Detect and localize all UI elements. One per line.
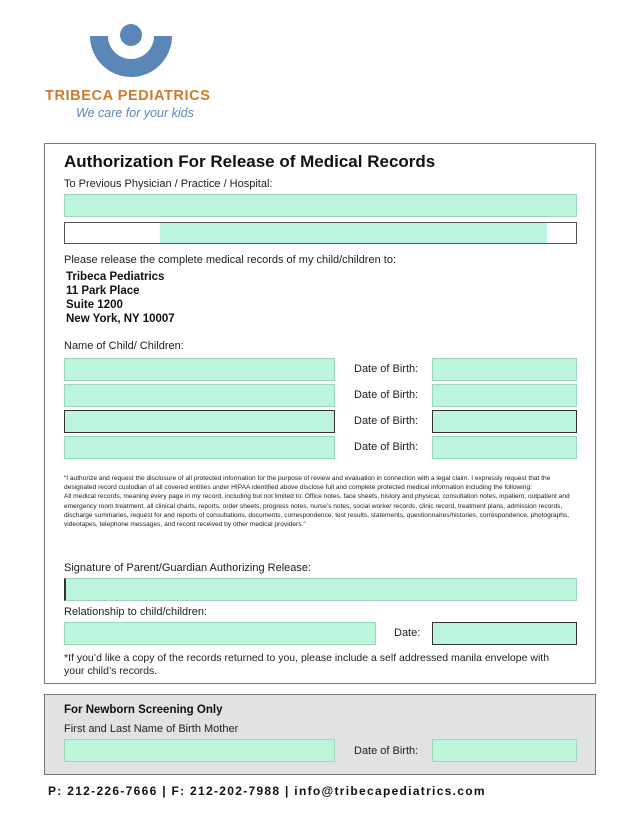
legal-paragraph-2: All medical records, meaning every page in my record, including but not limited to: Office notes, face sheets, history and physical, consultation notes, inpatient, outpatient and emergency room treatment, all clinical charts, reports, order sheets, progress notes, nurse’s notes, social worker records, clinic record, treatment plans, admission records, discharge summaries, request for and reports of consultations, documents, correspondence, test results, statements, questionnaires/histories, correspondence, photographs, videotapes, telephone messages, and record received by other medical providers.” (64, 493, 570, 529)
child-name-field-1[interactable] (64, 358, 335, 381)
dob-field-1[interactable] (432, 358, 577, 381)
child-name-label: Name of Child/ Children: (64, 340, 184, 352)
previous-physician-label: To Previous Physician / Practice / Hospital: (64, 178, 273, 190)
previous-physician-field-2-fill[interactable] (160, 223, 547, 243)
child-name-field-3[interactable] (64, 410, 335, 433)
newborn-dob-field[interactable] (432, 739, 577, 762)
date-label: Date: (394, 627, 421, 639)
newborn-title: For Newborn Screening Only (64, 704, 223, 716)
address-line-3: Suite 1200 (66, 299, 123, 311)
dob-label-3: Date of Birth: (354, 415, 419, 427)
newborn-screening-section (44, 694, 596, 775)
address-line-4: New York, NY 10007 (66, 313, 175, 325)
legal-authorization-text (64, 474, 578, 529)
child-name-field-2[interactable] (64, 384, 335, 407)
previous-physician-field[interactable] (64, 194, 577, 217)
dob-label-1: Date of Birth: (354, 363, 419, 375)
logo (40, 20, 230, 125)
brand-tagline: We care for your kids (76, 106, 194, 120)
relationship-label: Relationship to child/children: (64, 606, 208, 618)
release-form (44, 143, 596, 684)
dob-label-4: Date of Birth: (354, 441, 419, 453)
brand-name: TRIBECA PEDIATRICS (45, 88, 211, 104)
signature-label: Signature of Parent/Guardian Authorizing Release: (64, 562, 312, 574)
logo-mark-icon (90, 20, 172, 90)
contact-footer: P: 212-226-7666 | F: 212-202-7988 | info@tribecapediatrics.com (48, 784, 486, 798)
dob-field-4[interactable] (432, 436, 577, 459)
child-name-field-4[interactable] (64, 436, 335, 459)
address-line-1: Tribeca Pediatrics (66, 271, 165, 283)
relationship-field[interactable] (64, 622, 376, 645)
dob-label-2: Date of Birth: (354, 389, 419, 401)
birth-mother-label: First and Last Name of Birth Mother (64, 723, 239, 735)
copy-note: *If you’d like a copy of the records returned to you, please include a self addressed manila envelope with your child’s records. (64, 652, 550, 677)
dob-field-2[interactable] (432, 384, 577, 407)
signature-field[interactable] (64, 578, 577, 601)
form-title: Authorization For Release of Medical Records (64, 152, 436, 171)
address-line-2: 11 Park Place (66, 285, 140, 297)
date-field[interactable] (432, 622, 577, 645)
birth-mother-field[interactable] (64, 739, 335, 762)
release-address (66, 270, 175, 326)
previous-physician-field-2[interactable] (64, 222, 577, 244)
release-to-label: Please release the complete medical records of my child/children to: (64, 254, 396, 266)
dob-field-3[interactable] (432, 410, 577, 433)
newborn-dob-label: Date of Birth: (354, 745, 419, 757)
legal-paragraph-1: “I authorize and request the disclosure of all protected information for the purpose of review and evaluation in connection with a legal claim. I expressly request that the designated record custodian of all covered entities under HIPAA identified above disclose full and complete protected medical information including the following: (64, 475, 551, 492)
